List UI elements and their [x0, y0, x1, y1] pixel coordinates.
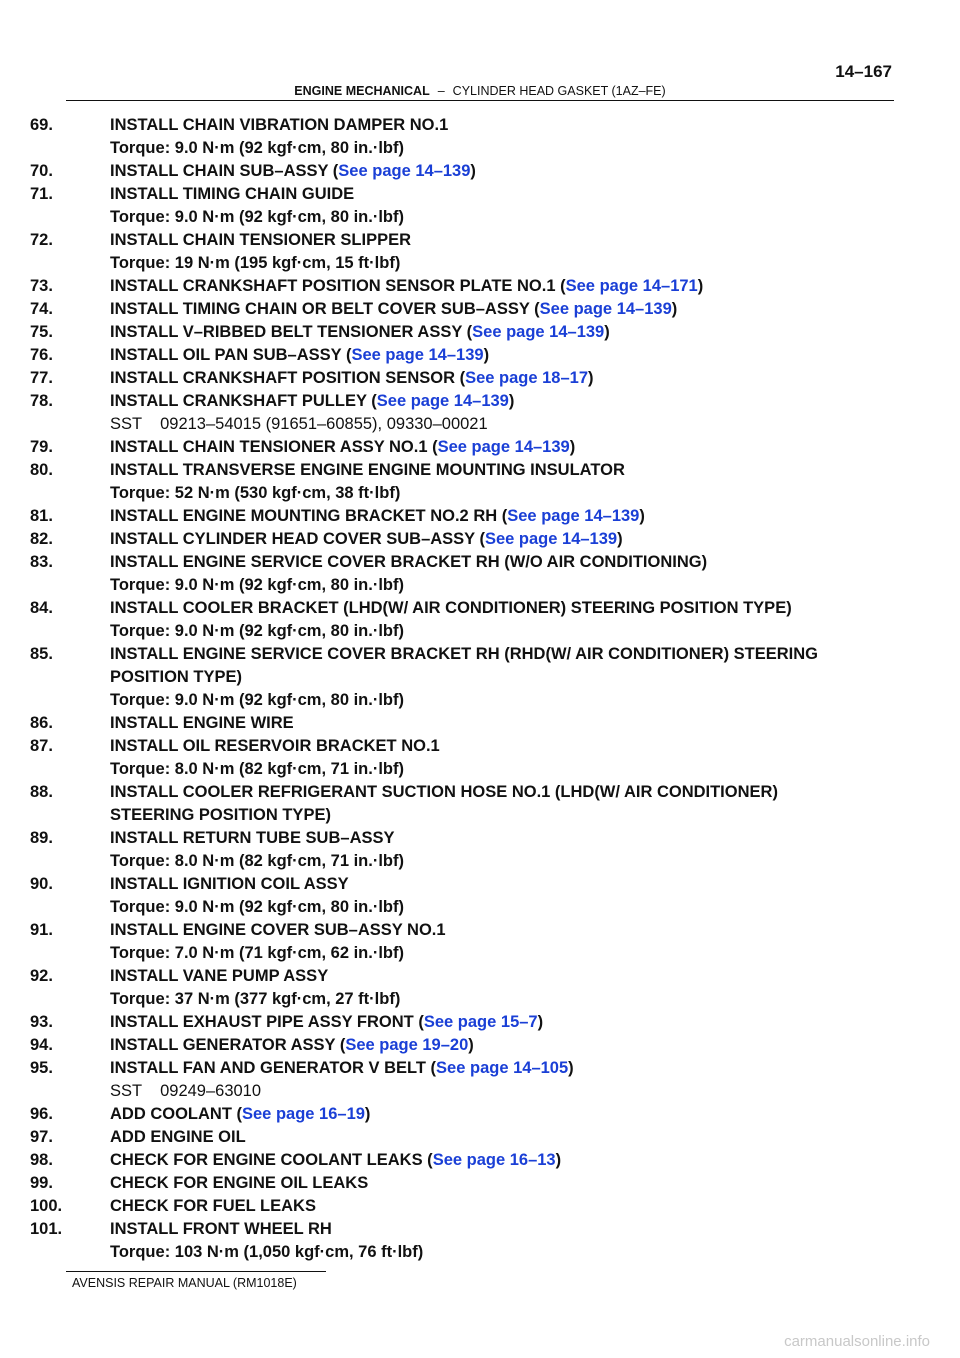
step-number: 84. [30, 599, 53, 617]
header-separator: – [437, 84, 445, 98]
step-number: 88. [30, 783, 53, 801]
step-title-continued: POSITION TYPE) [110, 668, 243, 686]
torque-spec: Torque: 37 N·m (377 kgf·cm, 27 ft·lbf) [110, 990, 401, 1008]
procedure-step [30, 1126, 910, 1149]
step-title-text: ADD ENGINE OIL [110, 1128, 246, 1146]
step-title-text: INSTALL COOLER BRACKET (LHD(W/ AIR CONDITIONER) STEERING POSITION TYPE) [110, 599, 792, 617]
step-title-text: INSTALL CHAIN TENSIONER SLIPPER [110, 231, 411, 249]
torque-spec: Torque: 8.0 N·m (82 kgf·cm, 71 in.·lbf) [110, 852, 404, 870]
procedure-step [30, 229, 910, 275]
step-title-text: CHECK FOR ENGINE COOLANT LEAKS [110, 1151, 423, 1169]
step-number: 85. [30, 645, 53, 663]
step-title-text: INSTALL ENGINE SERVICE COVER BRACKET RH (RHD(W/ AIR CONDITIONER) STEERING [110, 645, 819, 663]
step-number: 95. [30, 1059, 53, 1077]
page-reference-link[interactable]: See page 14–139 [376, 392, 509, 410]
step-number: 91. [30, 921, 53, 939]
step-title [110, 1218, 910, 1241]
procedure-step [30, 597, 910, 643]
procedure-step [30, 1149, 910, 1172]
procedure-step [30, 551, 910, 597]
step-title-text: INSTALL ENGINE COVER SUB–ASSY NO.1 [110, 921, 446, 939]
procedure-step [30, 436, 910, 459]
step-title-text: INSTALL RETURN TUBE SUB–ASSY [110, 829, 395, 847]
step-number: 92. [30, 967, 53, 985]
torque-spec: Torque: 9.0 N·m (92 kgf·cm, 80 in.·lbf) [110, 691, 404, 709]
section-title: ENGINE MECHANICAL [294, 84, 430, 98]
step-number: 89. [30, 829, 53, 847]
step-title: INSTALL CRANKSHAFT POSITION SENSOR PLATE NO.1 (See page 14–171) [110, 277, 704, 295]
torque-spec: Torque: 8.0 N·m (82 kgf·cm, 71 in.·lbf) [110, 760, 404, 778]
page-reference-link[interactable]: See page 14–139 [484, 530, 618, 548]
step-number: 81. [30, 507, 53, 525]
watermark: carmanualsonline.info [784, 1333, 930, 1350]
sst-tools [30, 413, 910, 436]
step-title [110, 183, 910, 206]
procedure-step [30, 827, 910, 873]
procedure-step [30, 367, 910, 390]
step-title-text: INSTALL ENGINE SERVICE COVER BRACKET RH (W/O AIR CONDITIONING) [110, 553, 708, 571]
step-title [110, 643, 910, 666]
torque-spec: Torque: 9.0 N·m (92 kgf·cm, 80 in.·lbf) [110, 898, 404, 916]
procedure-step [30, 275, 910, 298]
step-title: INSTALL CHAIN SUB–ASSY (See page 14–139) [110, 162, 476, 180]
page-reference-link[interactable]: See page 16–19 [242, 1105, 365, 1123]
running-header [0, 84, 960, 98]
sst-numbers: 09213–54015 (91651–60855), 09330–00021 [160, 415, 488, 433]
step-title: INSTALL FAN AND GENERATOR V BELT (See page 14–105) [110, 1059, 574, 1077]
step-number: 74. [30, 300, 53, 318]
procedure-step [30, 1172, 910, 1195]
step-title [110, 781, 910, 804]
step-number: 94. [30, 1036, 53, 1054]
step-title-text: INSTALL TIMING CHAIN GUIDE [110, 185, 355, 203]
step-title [110, 459, 910, 482]
step-title: INSTALL GENERATOR ASSY (See page 19–20) [110, 1036, 474, 1054]
procedure-step [30, 781, 910, 827]
step-title [110, 229, 910, 252]
page-reference-link[interactable]: See page 14–139 [338, 162, 471, 180]
step-number: 79. [30, 438, 53, 456]
step-number: 101. [30, 1220, 63, 1238]
step-title: ADD COOLANT (See page 16–19) [110, 1105, 371, 1123]
step-number: 82. [30, 530, 53, 548]
step-title: INSTALL CRANKSHAFT PULLEY (See page 14–139) [110, 392, 515, 410]
step-title [110, 735, 910, 758]
page-reference-link[interactable]: See page 14–139 [351, 346, 484, 364]
page-reference-link[interactable]: See page 14–171 [565, 277, 698, 295]
step-number: 72. [30, 231, 53, 249]
procedure-step [30, 183, 910, 229]
procedure-step [30, 1195, 910, 1218]
procedure-step [30, 528, 910, 551]
procedure-step [30, 965, 910, 1011]
step-title: INSTALL CRANKSHAFT POSITION SENSOR (See page 18–17) [110, 369, 594, 387]
torque-spec: Torque: 52 N·m (530 kgf·cm, 38 ft·lbf) [110, 484, 401, 502]
procedure-step [30, 1034, 910, 1057]
page-reference-link[interactable]: See page 19–20 [345, 1036, 469, 1054]
procedure-step [30, 919, 910, 965]
step-title-continued: STEERING POSITION TYPE) [110, 806, 331, 824]
step-number: 71. [30, 185, 53, 203]
procedure-step [30, 459, 910, 505]
page-reference-link[interactable]: See page 14–139 [437, 438, 570, 456]
step-title [110, 873, 910, 896]
procedure-step [30, 1011, 910, 1034]
procedure-step [30, 1103, 910, 1126]
step-title-text: INSTALL CRANKSHAFT POSITION SENSOR PLATE NO.1 [110, 277, 556, 295]
subsection-title: CYLINDER HEAD GASKET (1AZ–FE) [452, 84, 666, 98]
step-title [110, 1126, 910, 1149]
footer-rule [66, 1271, 326, 1272]
step-number: 69. [30, 116, 53, 134]
step-title-text: INSTALL TIMING CHAIN OR BELT COVER SUB–ASSY [110, 300, 530, 318]
step-number: 77. [30, 369, 53, 387]
procedure-step [30, 160, 910, 183]
step-number: 78. [30, 392, 53, 410]
procedure-step [30, 1057, 910, 1103]
torque-spec: Torque: 9.0 N·m (92 kgf·cm, 80 in.·lbf) [110, 208, 404, 226]
procedure-step [30, 344, 910, 367]
step-number: 90. [30, 875, 53, 893]
procedure-step [30, 735, 910, 781]
procedure-step [30, 505, 910, 528]
step-title-text: INSTALL TRANSVERSE ENGINE ENGINE MOUNTING INSULATOR [110, 461, 625, 479]
step-title-text: INSTALL CHAIN TENSIONER ASSY NO.1 [110, 438, 428, 456]
step-title-text: INSTALL VANE PUMP ASSY [110, 967, 329, 985]
torque-spec: Torque: 9.0 N·m (92 kgf·cm, 80 in.·lbf) [110, 622, 404, 640]
step-number: 86. [30, 714, 53, 732]
torque-spec: Torque: 103 N·m (1,050 kgf·cm, 76 ft·lbf) [110, 1243, 424, 1261]
procedure-step [30, 390, 910, 436]
procedure-step [30, 643, 910, 712]
step-title: INSTALL ENGINE MOUNTING BRACKET NO.2 RH (See page 14–139) [110, 507, 645, 525]
step-title [110, 712, 910, 735]
page-reference-link[interactable]: See page 14–139 [507, 507, 640, 525]
step-title [110, 1195, 910, 1218]
procedure-step [30, 1218, 910, 1264]
step-title-text: INSTALL CHAIN VIBRATION DAMPER NO.1 [110, 116, 449, 134]
step-title: CHECK FOR ENGINE COOLANT LEAKS (See page 16–13) [110, 1151, 562, 1169]
step-title: INSTALL OIL PAN SUB–ASSY (See page 14–139) [110, 346, 490, 364]
step-title [110, 551, 910, 574]
torque-spec: Torque: 7.0 N·m (71 kgf·cm, 62 in.·lbf) [110, 944, 404, 962]
step-title [110, 114, 910, 137]
step-title: INSTALL V–RIBBED BELT TENSIONER ASSY (See page 14–139) [110, 323, 610, 341]
torque-spec: Torque: 9.0 N·m (92 kgf·cm, 80 in.·lbf) [110, 576, 404, 594]
step-title-text: ADD COOLANT [110, 1105, 232, 1123]
step-number: 73. [30, 277, 53, 295]
page-reference-link[interactable]: See page 16–13 [432, 1151, 556, 1169]
step-title-text: INSTALL ENGINE MOUNTING BRACKET NO.2 RH [110, 507, 498, 525]
step-title-text: INSTALL CHAIN SUB–ASSY [110, 162, 329, 180]
step-number: 75. [30, 323, 53, 341]
step-title [110, 827, 910, 850]
sst-label: SST [110, 415, 143, 433]
step-number: 80. [30, 461, 53, 479]
step-title-text: INSTALL IGNITION COIL ASSY [110, 875, 349, 893]
step-title: INSTALL EXHAUST PIPE ASSY FRONT (See page 15–7) [110, 1013, 544, 1031]
step-title-text: INSTALL OIL PAN SUB–ASSY [110, 346, 342, 364]
page-reference-link[interactable]: See page 14–105 [436, 1059, 569, 1077]
step-title: INSTALL CYLINDER HEAD COVER SUB–ASSY (See page 14–139) [110, 530, 623, 548]
step-title-text: INSTALL CRANKSHAFT POSITION SENSOR [110, 369, 455, 387]
procedure-step [30, 321, 910, 344]
procedure-step [30, 298, 910, 321]
step-number: 100. [30, 1197, 63, 1215]
step-number: 99. [30, 1174, 53, 1192]
step-number: 87. [30, 737, 53, 755]
page-number: 14–167 [835, 62, 892, 81]
step-title [110, 1172, 910, 1195]
step-title-text: INSTALL CYLINDER HEAD COVER SUB–ASSY [110, 530, 475, 548]
step-title-text: CHECK FOR ENGINE OIL LEAKS [110, 1174, 369, 1192]
step-title-text: INSTALL CRANKSHAFT PULLEY [110, 392, 367, 410]
page-reference-link[interactable]: See page 14–139 [539, 300, 672, 318]
manual-footer: AVENSIS REPAIR MANUAL (RM1018E) [72, 1276, 297, 1290]
step-number: 70. [30, 162, 53, 180]
step-number: 97. [30, 1128, 53, 1146]
step-title [110, 597, 910, 620]
step-title-text: INSTALL EXHAUST PIPE ASSY FRONT [110, 1013, 414, 1031]
procedure-step [30, 712, 910, 735]
step-number: 93. [30, 1013, 53, 1031]
procedure-steps [30, 114, 910, 1264]
step-title: INSTALL CHAIN TENSIONER ASSY NO.1 (See page 14–139) [110, 438, 576, 456]
step-title-text: INSTALL FRONT WHEEL RH [110, 1220, 332, 1238]
step-title-text: CHECK FOR FUEL LEAKS [110, 1197, 316, 1215]
step-number: 76. [30, 346, 53, 364]
page-reference-link[interactable]: See page 18–17 [465, 369, 589, 387]
procedure-step [30, 114, 910, 160]
step-title [110, 965, 910, 988]
step-title-text: INSTALL V–RIBBED BELT TENSIONER ASSY [110, 323, 463, 341]
torque-spec: Torque: 9.0 N·m (92 kgf·cm, 80 in.·lbf) [110, 139, 404, 157]
step-title-text: INSTALL ENGINE WIRE [110, 714, 294, 732]
torque-spec: Torque: 19 N·m (195 kgf·cm, 15 ft·lbf) [110, 254, 401, 272]
sst-tools [30, 1080, 910, 1103]
step-title-text: INSTALL GENERATOR ASSY [110, 1036, 336, 1054]
step-title: INSTALL TIMING CHAIN OR BELT COVER SUB–ASSY (See page 14–139) [110, 300, 678, 318]
step-title-text: INSTALL COOLER REFRIGERANT SUCTION HOSE NO.1 (LHD(W/ AIR CONDITIONER) [110, 783, 778, 801]
step-title-text: INSTALL FAN AND GENERATOR V BELT [110, 1059, 426, 1077]
sst-label: SST [110, 1082, 143, 1100]
page-reference-link[interactable]: See page 15–7 [423, 1013, 538, 1031]
header-rule [66, 100, 894, 101]
step-number: 83. [30, 553, 53, 571]
sst-numbers: 09249–63010 [160, 1082, 262, 1100]
step-title-text: INSTALL OIL RESERVOIR BRACKET NO.1 [110, 737, 440, 755]
step-number: 98. [30, 1151, 53, 1169]
page-reference-link[interactable]: See page 14–139 [472, 323, 605, 341]
step-number: 96. [30, 1105, 53, 1123]
step-title [110, 919, 910, 942]
procedure-step [30, 873, 910, 919]
